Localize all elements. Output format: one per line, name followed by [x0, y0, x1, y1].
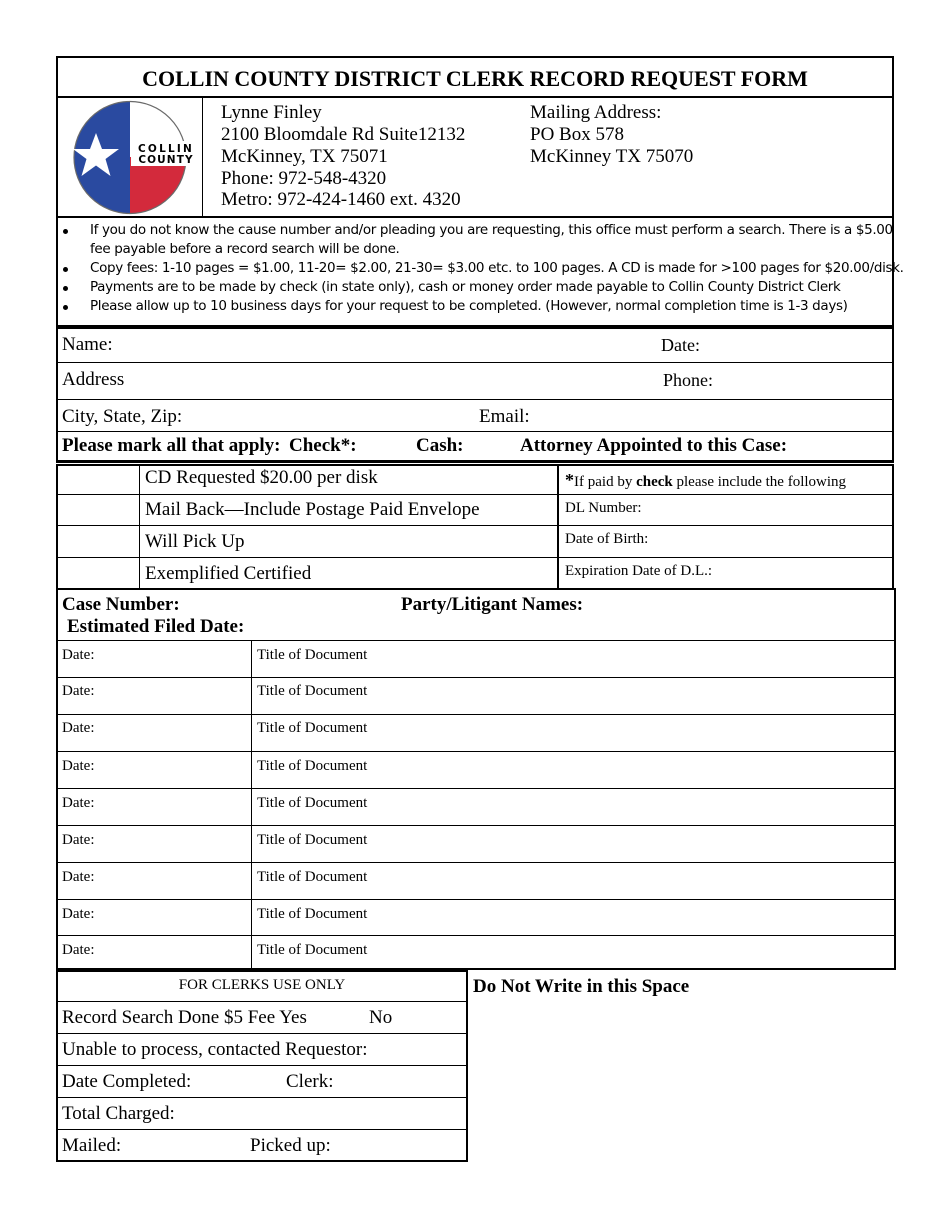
- phone-field[interactable]: Phone:: [663, 370, 714, 390]
- doc-row-title[interactable]: Title of Document: [257, 683, 368, 699]
- check-note-bold: check: [636, 474, 673, 490]
- divider: [57, 362, 893, 363]
- divider: [57, 494, 893, 495]
- cash-option[interactable]: Cash:: [416, 435, 464, 456]
- email-field[interactable]: Email:: [479, 406, 530, 427]
- option-cd-requested: CD Requested $20.00 per disk: [145, 467, 378, 488]
- clerk-use-header: FOR CLERKS USE ONLY: [178, 977, 346, 993]
- will-pick-up-checkbox[interactable]: [58, 528, 138, 556]
- case-number-field[interactable]: Case Number:: [62, 594, 180, 615]
- bullet-icon: [63, 267, 68, 272]
- doc-row-title[interactable]: Title of Document: [257, 869, 368, 885]
- form-title: COLLIN COUNTY DISTRICT CLERK RECORD REQUEST FORM: [142, 66, 808, 91]
- bullet-icon: [63, 286, 68, 291]
- total-charged-field[interactable]: Total Charged:: [62, 1103, 175, 1124]
- note-payments: Payments are to be made by check (in state only), cash or money order made payable to Collin County District Clerk: [90, 279, 841, 295]
- mailing-box: PO Box 578: [530, 124, 624, 145]
- divider: [57, 431, 893, 432]
- picked-up-field[interactable]: Picked up:: [250, 1135, 331, 1156]
- doc-row-date[interactable]: Date:: [62, 758, 95, 774]
- divider: [57, 899, 895, 900]
- note-copy-fees: Copy fees: 1-10 pages = $1.00, 11-20= $2.00, 21-30= $3.00 etc. to 100 pages. A CD is made for >100 pages for $20.00/disk.: [90, 260, 904, 276]
- doc-row-title[interactable]: Title of Document: [257, 906, 368, 922]
- collin-county-logo: [58, 99, 202, 216]
- dl-expiration-field[interactable]: Expiration Date of D.L.:: [565, 563, 713, 579]
- doc-row-title[interactable]: Title of Document: [257, 647, 368, 663]
- doc-row-date[interactable]: Date:: [62, 647, 95, 663]
- date-completed-field[interactable]: Date Completed:: [62, 1071, 192, 1092]
- divider: [57, 714, 895, 715]
- check-option[interactable]: Check*:: [289, 435, 357, 456]
- option-mail-back: Mail Back—Include Postage Paid Envelope: [145, 499, 480, 520]
- divider: [57, 1129, 467, 1130]
- bullet-icon: [63, 229, 68, 234]
- doc-row-date[interactable]: Date:: [62, 942, 95, 958]
- estimated-filed-date-field[interactable]: Estimated Filed Date:: [67, 616, 245, 637]
- mail-back-checkbox[interactable]: [58, 497, 138, 524]
- doc-row-date[interactable]: Date:: [62, 795, 95, 811]
- doc-row-date[interactable]: Date:: [62, 832, 95, 848]
- cd-requested-checkbox[interactable]: [58, 466, 138, 493]
- doc-row-date[interactable]: Date:: [62, 906, 95, 922]
- divider: [57, 1033, 467, 1034]
- clerk-name: Lynne Finley: [221, 102, 322, 123]
- divider: [57, 525, 893, 526]
- option-exemplified-certified: Exemplified Certified: [145, 563, 312, 584]
- doc-row-title[interactable]: Title of Document: [257, 795, 368, 811]
- dl-number-field[interactable]: DL Number:: [565, 500, 642, 516]
- divider: [57, 677, 895, 678]
- check-note-pre: If paid by: [574, 474, 637, 490]
- mailed-field[interactable]: Mailed:: [62, 1135, 122, 1156]
- check-note-post: please include the following: [672, 474, 847, 490]
- divider: [57, 825, 895, 826]
- divider: [57, 399, 893, 400]
- date-of-birth-field[interactable]: Date of Birth:: [565, 531, 649, 547]
- divider: [57, 935, 895, 936]
- attorney-field[interactable]: Attorney Appointed to this Case:: [520, 435, 788, 456]
- exemplified-certified-checkbox[interactable]: [58, 560, 138, 588]
- do-not-write-label: Do Not Write in this Space: [473, 976, 690, 997]
- divider: [57, 1001, 467, 1002]
- clerk-city: McKinney, TX 75071: [221, 146, 388, 167]
- logo-divider: [202, 97, 203, 217]
- clerk-metro: Metro: 972-424-1460 ext. 4320: [221, 189, 461, 210]
- mailing-label: Mailing Address:: [530, 102, 662, 123]
- clerk-phone: Phone: 972-548-4320: [221, 168, 387, 189]
- case-box: [56, 588, 896, 970]
- bullet-icon: [63, 305, 68, 310]
- name-field[interactable]: Name:: [62, 334, 113, 355]
- note-search: If you do not know the cause number and/or pleading you are requesting, this office must perform a search. There is a $5.00: [90, 222, 893, 238]
- divider: [57, 1097, 467, 1098]
- mailing-city: McKinney TX 75070: [530, 146, 694, 167]
- record-search-fee-no[interactable]: No: [369, 1007, 393, 1028]
- logo-text-collin: COLLIN: [138, 143, 194, 155]
- mark-all-prompt: Please mark all that apply:: [62, 435, 281, 456]
- asterisk: *: [565, 470, 574, 490]
- doc-row-title[interactable]: Title of Document: [257, 758, 368, 774]
- option-will-pick-up: Will Pick Up: [145, 531, 245, 552]
- address-field[interactable]: Address: [62, 369, 125, 390]
- city-state-zip-field[interactable]: City, State, Zip:: [62, 406, 183, 427]
- note-turnaround: Please allow up to 10 business days for your request to be completed. (However, normal completion time is 1-3 days): [90, 298, 848, 314]
- checkbox-column-divider: [139, 465, 140, 589]
- unable-to-process-field[interactable]: Unable to process, contacted Requestor:: [62, 1039, 368, 1060]
- record-search-fee-yes[interactable]: Record Search Done $5 Fee Yes: [62, 1007, 307, 1028]
- date-field[interactable]: Date:: [661, 335, 700, 355]
- check-info-divider: [557, 465, 559, 589]
- clerk-field[interactable]: Clerk:: [286, 1071, 334, 1092]
- divider: [57, 1065, 467, 1066]
- doc-row-title[interactable]: Title of Document: [257, 942, 368, 958]
- divider: [57, 788, 895, 789]
- clerk-use-box: [56, 970, 468, 1162]
- doc-column-divider: [251, 640, 252, 969]
- party-names-field[interactable]: Party/Litigant Names:: [401, 594, 584, 615]
- divider: [57, 557, 893, 558]
- check-info-note: [565, 470, 846, 491]
- logo-text-county: COUNTY: [138, 154, 194, 166]
- clerk-street: 2100 Bloomdale Rd Suite12132: [221, 124, 466, 145]
- doc-row-date[interactable]: Date:: [62, 683, 95, 699]
- doc-row-date[interactable]: Date:: [62, 720, 95, 736]
- divider: [57, 751, 895, 752]
- doc-row-title[interactable]: Title of Document: [257, 832, 368, 848]
- divider: [57, 862, 895, 863]
- doc-row-title[interactable]: Title of Document: [257, 720, 368, 736]
- divider: [56, 461, 894, 463]
- note-search-cont: fee payable before a record search will be done.: [90, 241, 400, 257]
- divider: [57, 640, 895, 641]
- doc-row-date[interactable]: Date:: [62, 869, 95, 885]
